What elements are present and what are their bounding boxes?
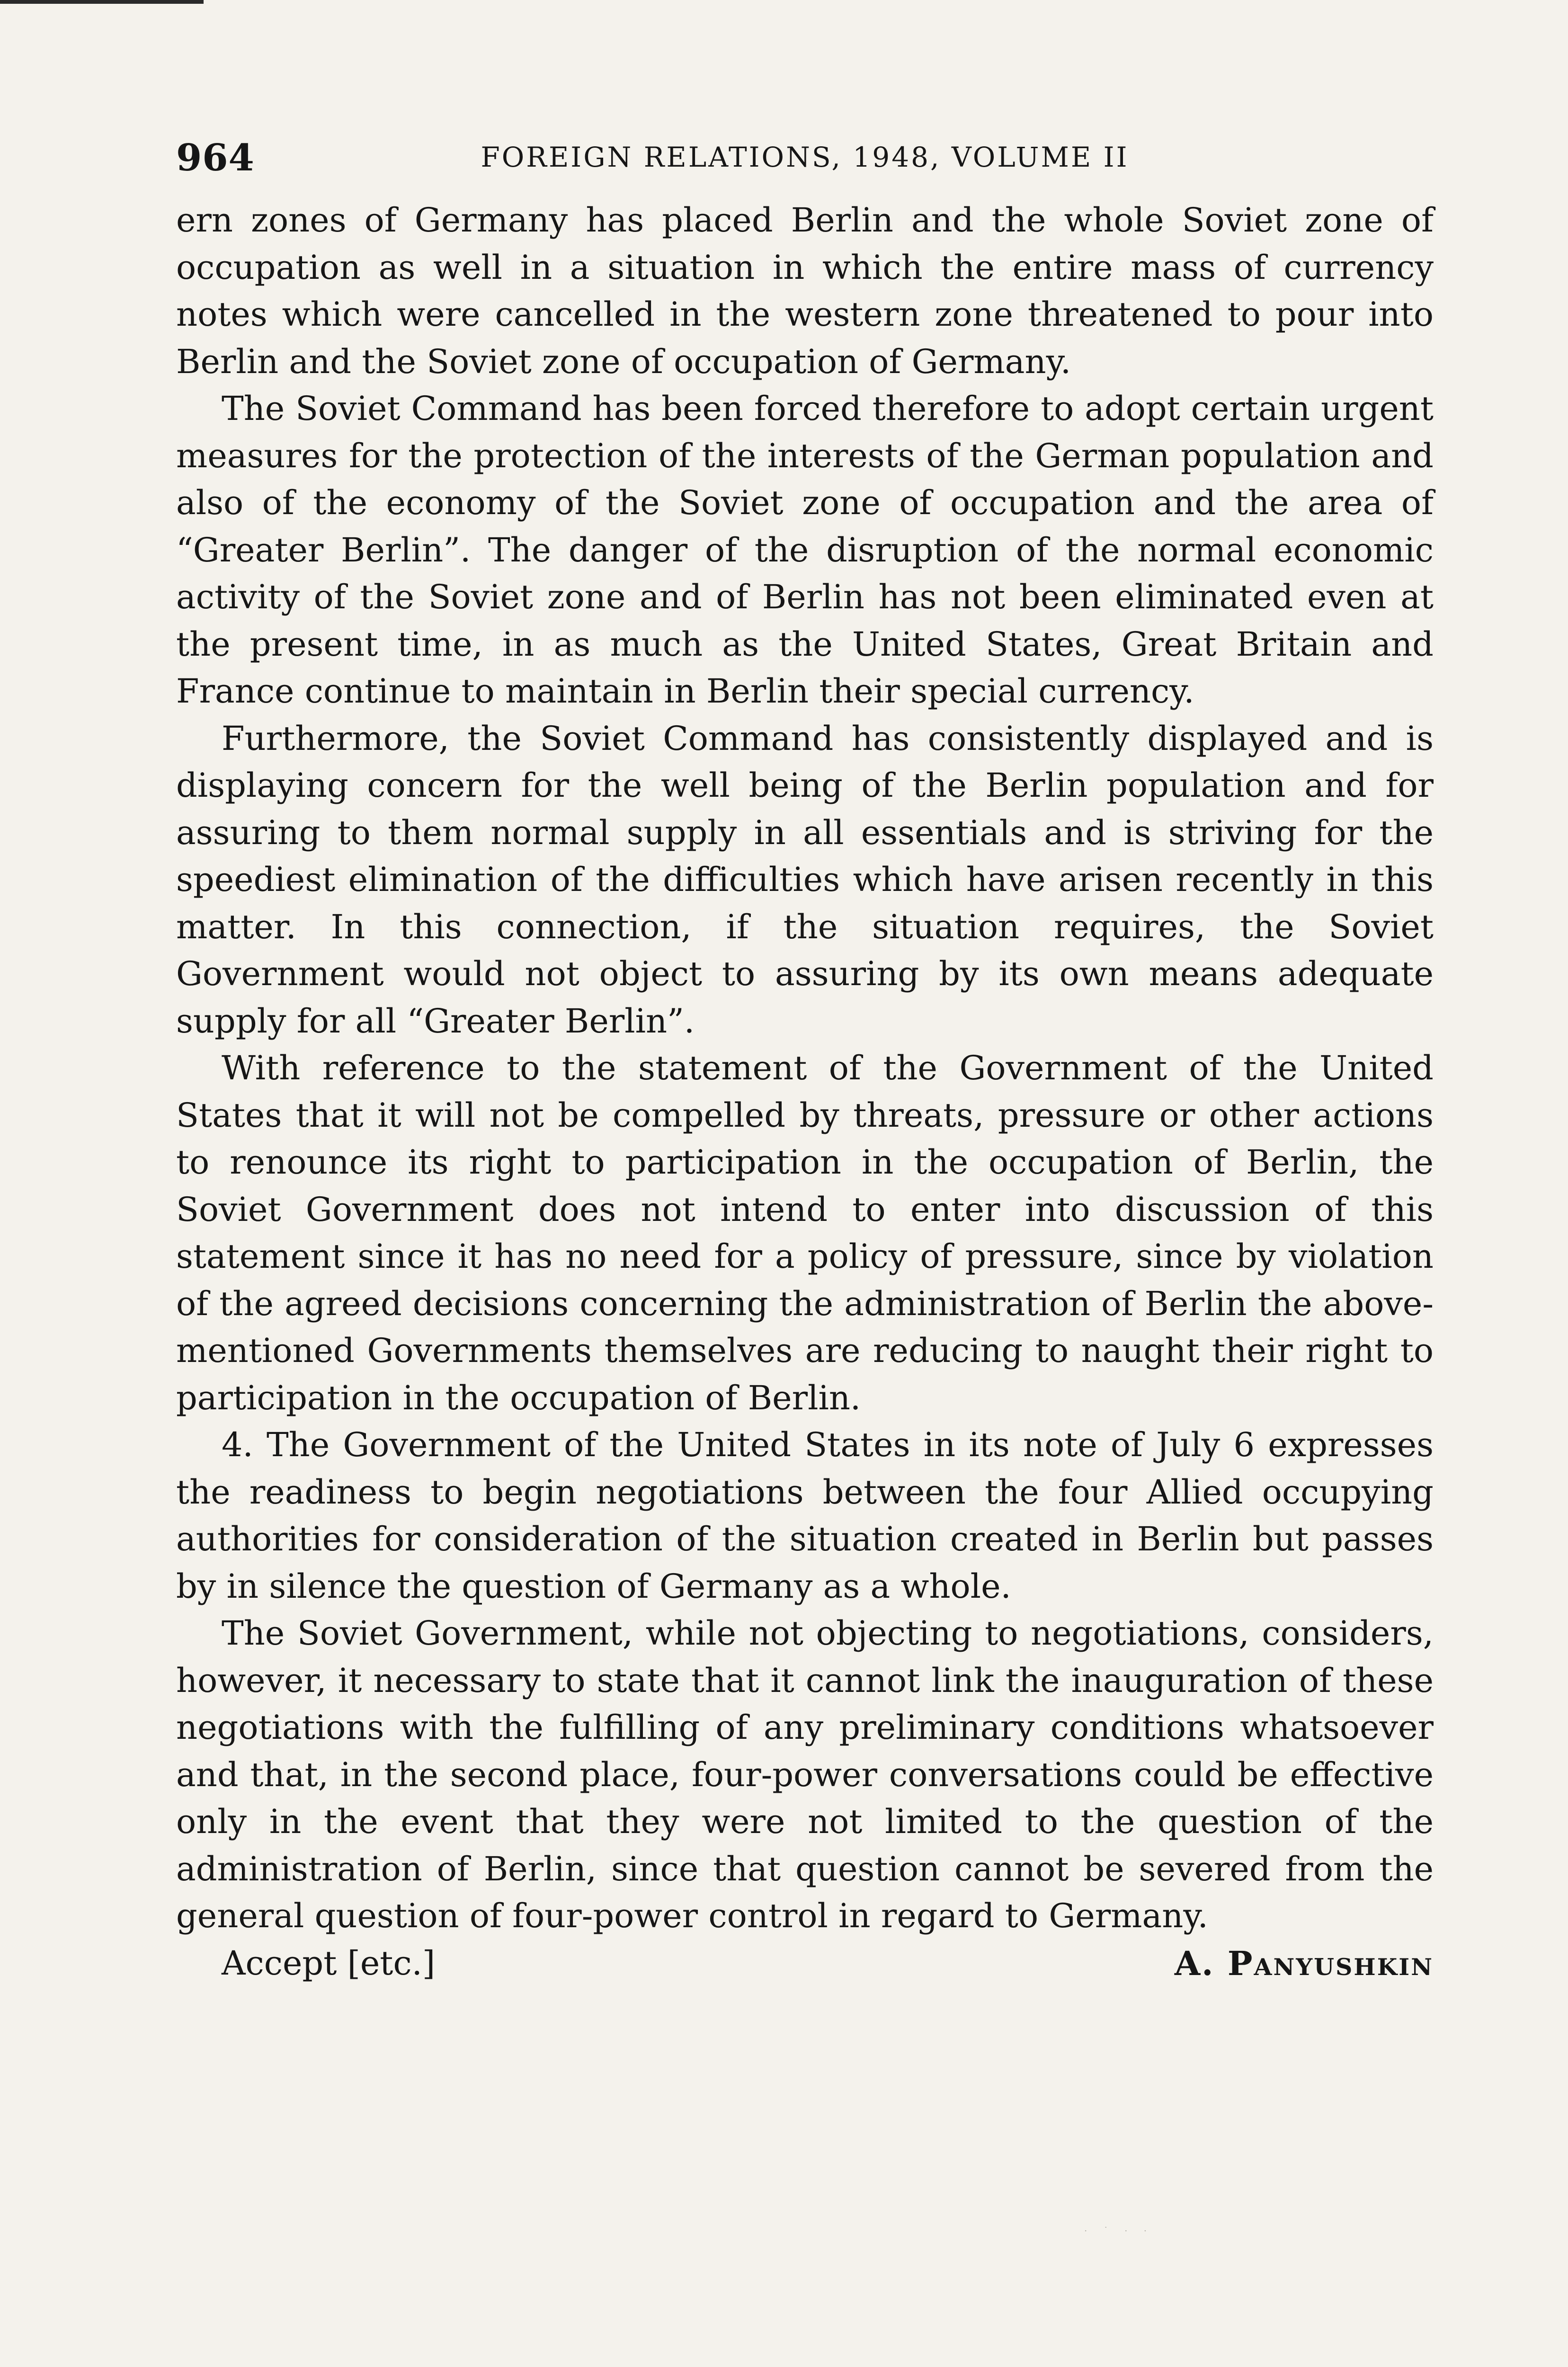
- paragraph-5: 4. The Government of the United States in its note of July 6 expresses the readiness to begin negotiations between the four Allied occupying authorities for consideration of the situation created in Berlin but passes by in silence the question of Germany as a whole.: [176, 1425, 1434, 1606]
- closing-text: Accept [etc.]: [222, 1943, 436, 1983]
- paragraph-1: ern zones of Germany has placed Berlin and the whole Soviet zone of occupation as well in a situation in which the entire mass of currency notes which were cancelled in the western zone threatened to pour into Berlin and the Soviet zone of occupation of Germany.: [176, 201, 1434, 381]
- top-border-rule: [0, 0, 204, 4]
- signoff: [176, 1940, 1434, 1987]
- paragraph-4: With reference to the statement of the Government of the United States that it will not be compelled by threats, pressure or other actions to renounce its right to participation in the occupation of Berlin, the Soviet Government does not intend to enter into discussion of this statement since it has no need for a policy of pressure, since by violation of the agreed decisions concerning the administration of Berlin the above-mentioned Governments themselves are reducing to naught their right to participation in the occupation of Berlin.: [176, 1049, 1434, 1417]
- paragraph-3: Furthermore, the Soviet Command has consistently displayed and is displaying concern for the well being of the Berlin population and for assuring to them normal supply in all essentials and is striving for the speediest elimination of the difficulties which have arisen recently in this matter. In this connection, if the situation requires, the Soviet Government would not object to assuring by its own means adequate supply for all “Greater Berlin”.: [176, 719, 1434, 1041]
- body-text: [176, 197, 1434, 1940]
- running-head: [176, 136, 1434, 188]
- paragraph-2: The Soviet Command has been forced therefore to adopt certain urgent measures for the protection of the interests of the German population and also of the economy of the Soviet zone of occupation and the area of “Greater Berlin”. The danger of the disruption of the normal economic activity of the Soviet zone and of Berlin has not been eliminated even at the present time, in as much as the United States, Great Britain and France continue to maintain in Berlin their special currency.: [176, 389, 1434, 711]
- scan-speckle: · ˙ · ·: [1084, 2225, 1154, 2236]
- page-number: 964: [176, 136, 255, 179]
- running-title: FOREIGN RELATIONS, 1948, VOLUME II: [481, 141, 1129, 173]
- signature: A. Panyushkin: [1174, 1943, 1434, 1983]
- document-page: [176, 136, 1434, 1987]
- paragraph-6: The Soviet Government, while not objecting to negotiations, considers, however, it necessary to state that it cannot link the inauguration of these negotiations with the fulfilling of any preliminary conditions whatsoever and that, in the second place, four-power conversations could be effective only in the event that they were not limited to the question of the administration of Berlin, since that question cannot be severed from the general question of four-power control in regard to Germany.: [176, 1614, 1434, 1935]
